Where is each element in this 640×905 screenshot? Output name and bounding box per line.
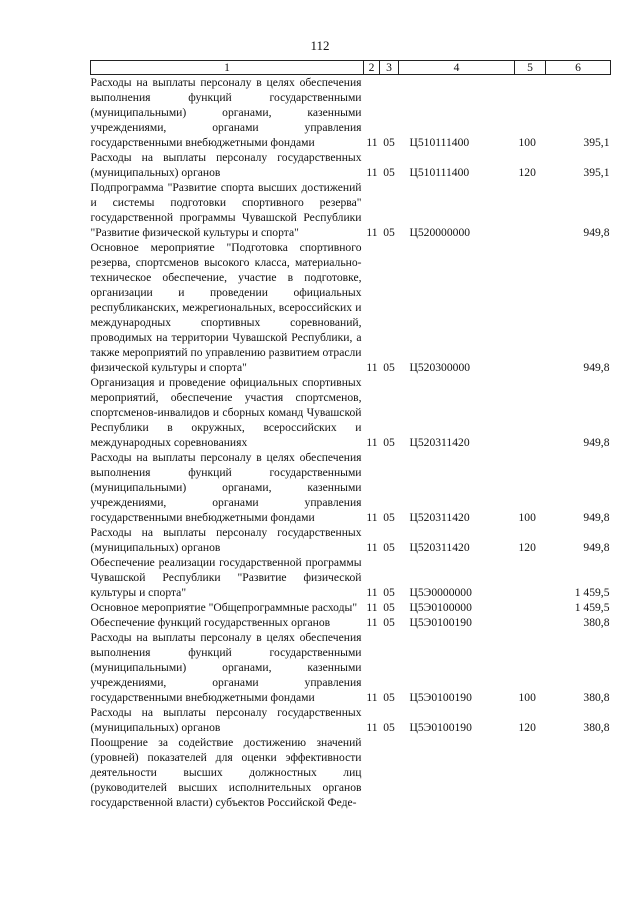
subsection-code-cell: 05	[383, 586, 395, 599]
table-row	[91, 705, 611, 735]
target-article-cell: Ц5Э0100190	[409, 616, 472, 629]
section-code-cell: 11	[366, 361, 378, 374]
table-row	[91, 180, 611, 240]
subsection-code-cell: 05	[383, 361, 395, 374]
column-header: 3	[380, 61, 399, 75]
expense-type-cell: 100	[518, 136, 536, 149]
expense-type-cell	[515, 615, 546, 630]
target-article-cell: Ц510111400	[409, 136, 470, 149]
table-row	[91, 555, 611, 600]
section-code-cell: 11	[366, 226, 378, 239]
section-code-cell: 11	[366, 436, 378, 449]
table-row	[91, 375, 611, 450]
row-name-cell: Расходы на выплаты персоналу в целях обеспечения выполнения функций государственными (муниципальными) органами, казенными учреждениями, органами управления государственными внебюджетными фондами	[90, 451, 362, 524]
amount-cell	[546, 735, 611, 810]
column-header: 6	[546, 61, 611, 75]
subsection-code-cell: 05	[383, 136, 395, 149]
section-code-cell: 11	[366, 541, 378, 554]
row-name-cell: Обеспечение функций государственных органов	[90, 616, 331, 629]
section-code-cell	[364, 735, 380, 810]
row-name-cell: Расходы на выплаты персоналу государственных (муниципальных) органов	[90, 706, 362, 734]
subsection-code-cell: 05	[383, 166, 395, 179]
section-code-cell: 11	[366, 136, 378, 149]
subsection-code-cell: 05	[383, 721, 395, 734]
target-article-cell: Ц520311420	[409, 541, 470, 554]
section-code-cell: 11	[366, 511, 378, 524]
amount-cell: 949,8	[583, 511, 610, 524]
section-code-cell: 11	[366, 616, 378, 629]
amount-cell: 380,8	[583, 616, 610, 629]
expense-type-cell: 120	[518, 166, 536, 179]
amount-cell: 380,8	[583, 691, 610, 704]
amount-cell: 1 459,5	[574, 586, 610, 599]
column-header: 2	[364, 61, 380, 75]
target-article-cell: Ц520300000	[409, 361, 471, 374]
section-code-cell: 11	[366, 586, 378, 599]
expense-type-cell: 100	[518, 691, 536, 704]
amount-cell: 395,1	[583, 166, 610, 179]
row-name-cell: Расходы на выплаты персоналу в целях обеспечения выполнения функций государственными (муниципальными) органами, казенными учреждениями, органами управления государственными внебюджетными фондами	[90, 76, 362, 149]
target-article-cell: Ц520000000	[409, 226, 471, 239]
column-header: 4	[399, 61, 515, 75]
section-code-cell: 11	[366, 691, 378, 704]
row-name-cell: Основное мероприятие "Общепрограммные расходы"	[90, 601, 358, 614]
row-name-cell: Поощрение за содействие достижению значений (уровней) показателей для оценки эффективности деятельности высших должностных лиц (руководителей высших исполнительных органов государственной власти) субъектов Российской Феде-	[90, 736, 362, 809]
page-number: 112	[310, 38, 330, 53]
expense-type-cell	[515, 240, 546, 375]
amount-cell: 380,8	[583, 721, 610, 734]
expense-type-cell	[515, 180, 546, 240]
section-code-cell: 11	[366, 601, 378, 614]
table-body	[91, 75, 611, 811]
table-row	[91, 450, 611, 525]
target-article-cell: Ц5Э0100000	[409, 601, 472, 614]
amount-cell: 1 459,5	[574, 601, 610, 614]
target-article-cell: Ц5Э0000000	[409, 586, 472, 599]
table-row	[91, 525, 611, 555]
expense-type-cell: 120	[518, 721, 536, 734]
row-name-cell: Организация и проведение официальных спортивных мероприятий, обеспечение участия спортсменов, спортсменов-инвалидов и сборных команд Чувашской Республики в окружных, всероссийских и международных соревнованиях	[90, 376, 362, 449]
expense-type-cell	[515, 375, 546, 450]
row-name-cell: Основное мероприятие "Подготовка спортивного резерва, спортсменов высокого класса, материально-техническое обеспечение, участие в подготовке, организации и проведении официальных республиканских, межрегиональных, всероссийских и международных спортивных соревнований, проводимых на территории Чувашской Республики, а также мероприятий по управлению развитием отрасли физической культуры и спорта"	[90, 241, 362, 374]
table-row	[91, 75, 611, 151]
table-header-row	[91, 61, 611, 75]
target-article-cell: Ц520311420	[409, 511, 470, 524]
target-article-cell: Ц520311420	[409, 436, 470, 449]
table-row	[91, 630, 611, 705]
amount-cell: 949,8	[583, 541, 610, 554]
table-row	[91, 615, 611, 630]
expense-type-cell	[515, 600, 546, 615]
target-article-cell: Ц5Э0100190	[409, 691, 472, 704]
subsection-code-cell: 05	[383, 226, 395, 239]
subsection-code-cell: 05	[383, 691, 395, 704]
expense-type-cell: 120	[518, 541, 536, 554]
column-header: 1	[91, 61, 364, 75]
subsection-code-cell: 05	[383, 616, 395, 629]
target-article-cell	[399, 735, 515, 810]
table-row	[91, 600, 611, 615]
expense-type-cell	[515, 555, 546, 600]
target-article-cell: Ц5Э0100190	[409, 721, 472, 734]
subsection-code-cell: 05	[383, 541, 395, 554]
table-row	[91, 735, 611, 810]
expense-type-cell: 100	[518, 511, 536, 524]
table-row	[91, 150, 611, 180]
table-row	[91, 240, 611, 375]
subsection-code-cell: 05	[383, 601, 395, 614]
budget-table	[90, 60, 611, 810]
section-code-cell: 11	[366, 166, 378, 179]
subsection-code-cell: 05	[383, 511, 395, 524]
target-article-cell: Ц510111400	[409, 166, 470, 179]
subsection-code-cell: 05	[383, 436, 395, 449]
amount-cell: 949,8	[583, 436, 610, 449]
subsection-code-cell	[380, 735, 399, 810]
row-name-cell: Обеспечение реализации государственной программы Чувашской Республики "Развитие физической культуры и спорта"	[90, 556, 362, 599]
row-name-cell: Расходы на выплаты персоналу в целях обеспечения выполнения функций государственными (муниципальными) органами, казенными учреждениями, органами управления государственными внебюджетными фондами	[90, 631, 362, 704]
column-header: 5	[515, 61, 546, 75]
amount-cell: 395,1	[583, 136, 610, 149]
amount-cell: 949,8	[583, 361, 610, 374]
row-name-cell: Расходы на выплаты персоналу государственных (муниципальных) органов	[90, 151, 362, 179]
row-name-cell: Расходы на выплаты персоналу государственных (муниципальных) органов	[90, 526, 362, 554]
amount-cell: 949,8	[583, 226, 610, 239]
expense-type-cell	[515, 735, 546, 810]
row-name-cell: Подпрограмма "Развитие спорта высших достижений и системы подготовки спортивного резерва" государственной программы Чувашской Республики "Развитие физической культуры и спорта"	[90, 181, 362, 239]
section-code-cell: 11	[366, 721, 378, 734]
